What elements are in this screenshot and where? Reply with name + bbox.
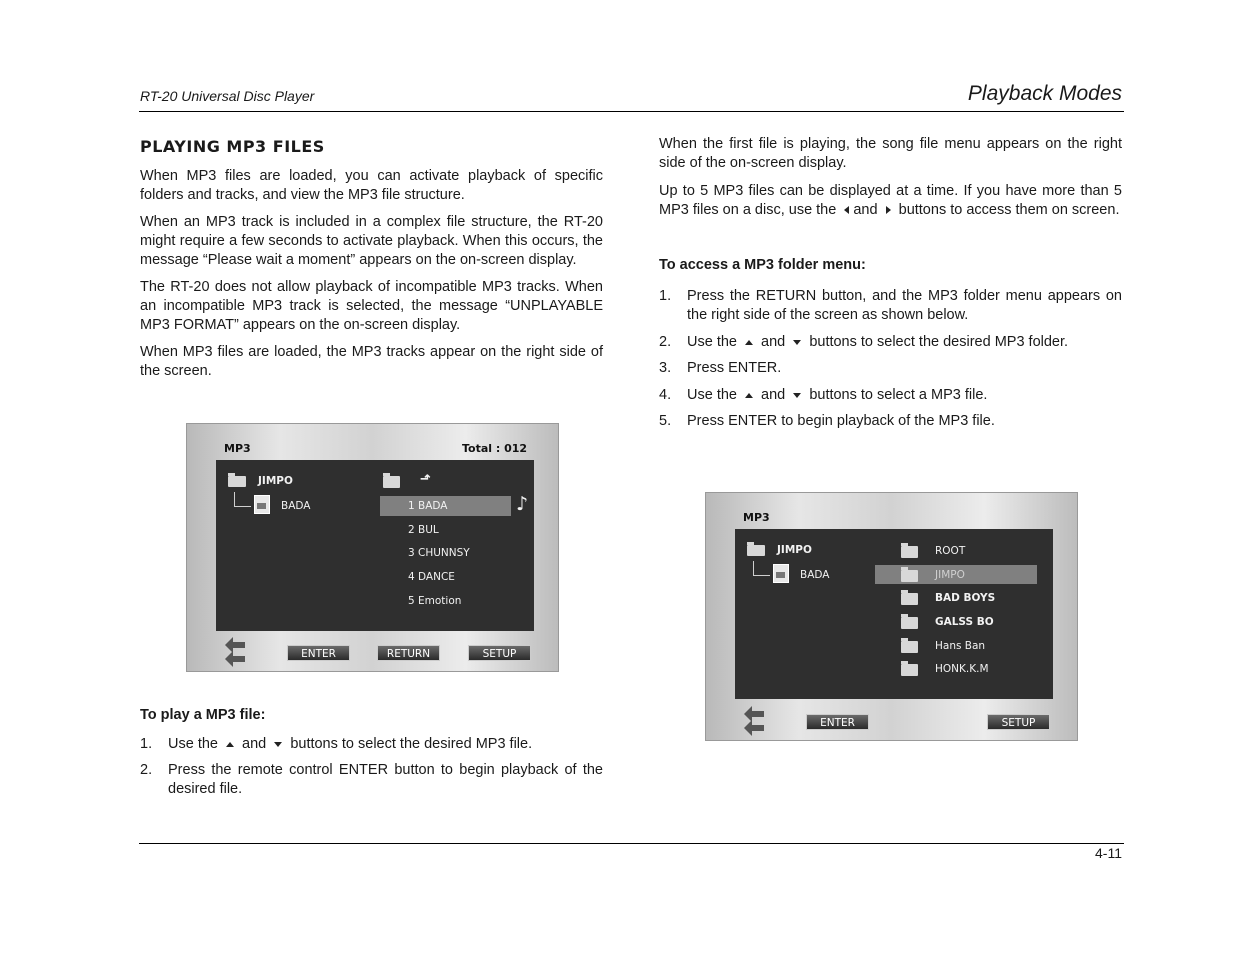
steps-list — [140, 735, 603, 799]
step-number: 1. — [140, 736, 153, 752]
header-rule — [139, 111, 1124, 112]
folder-item[interactable]: ROOT — [935, 545, 966, 557]
paragraph-text: and — [853, 202, 878, 218]
step-text: buttons to select the desired MP3 folder. — [809, 334, 1069, 350]
step-number: 1. — [659, 288, 672, 304]
step-text: Press the remote control ENTER button to begin playback of the desired file. — [168, 762, 603, 797]
step-item — [659, 412, 1122, 431]
footer-rule — [139, 843, 1124, 844]
folder-icon — [747, 545, 765, 556]
folder-item[interactable]: BAD BOYS — [935, 592, 996, 604]
folder-item[interactable]: HONK.K.M — [935, 663, 989, 675]
paragraph: When MP3 files are loaded, the MP3 tracks appear on the right side of the screen. — [140, 344, 603, 379]
osd-track-screen — [186, 423, 559, 672]
down-arrow-icon — [793, 393, 801, 398]
folder-icon — [228, 476, 246, 487]
paragraph: The RT-20 does not allow playback of incompatible MP3 tracks. When an incompatible MP3 track is selected, the message “UNPLAYABLE MP3 FORMAT” appears on the on-screen display. — [140, 279, 603, 333]
tree-line — [234, 492, 251, 507]
subheading: To play a MP3 file: — [140, 707, 266, 723]
folder-icon — [901, 664, 918, 676]
step-item — [140, 735, 603, 754]
track-item[interactable]: 3 CHUNNSY — [408, 547, 470, 559]
nav-arrows-icon — [223, 637, 247, 667]
play-file-section — [140, 706, 603, 799]
step-number: 2. — [659, 334, 672, 350]
osd-panel — [735, 529, 1053, 699]
step-number: 3. — [659, 360, 672, 376]
folder-icon — [383, 476, 400, 488]
return-button[interactable]: RETURN — [377, 645, 440, 661]
step-item — [140, 761, 603, 799]
folder-item[interactable]: GALSS BO — [935, 616, 994, 628]
osd-folder-screen — [705, 492, 1078, 741]
step-text: Use the — [687, 387, 737, 403]
setup-button[interactable]: SETUP — [987, 714, 1050, 730]
step-text: Press the RETURN button, and the MP3 folder menu appears on the right side of the screen as shown below. — [687, 288, 1122, 323]
file-icon — [254, 495, 270, 514]
section-title: PLAYING MP3 FILES — [140, 137, 325, 156]
folder-icon — [901, 546, 918, 558]
osd-total: Total : 012 — [462, 442, 528, 455]
osd-folder-name: JIMPO — [777, 544, 812, 556]
up-arrow-icon — [745, 393, 753, 398]
enter-button[interactable]: ENTER — [806, 714, 869, 730]
subheading: To access a MP3 folder menu: — [659, 257, 866, 273]
track-item[interactable]: 4 DANCE — [408, 571, 455, 583]
step-text: Press ENTER. — [687, 360, 782, 376]
step-text: Use the — [687, 334, 737, 350]
left-column — [140, 137, 603, 381]
step-text: buttons to select the desired MP3 file. — [290, 736, 533, 752]
step-text: and — [242, 736, 267, 752]
step-item — [659, 333, 1122, 352]
paragraph: When MP3 files are loaded, you can activate playback of specific folders and tracks, and view the MP3 file structure. — [140, 168, 603, 203]
track-item[interactable]: 1 BADA — [408, 500, 448, 512]
running-header-left: RT-20 Universal Disc Player — [140, 88, 315, 104]
paragraph: When the first file is playing, the song file menu appears on the right side of the on-screen display. — [659, 136, 1122, 171]
folder-icon — [901, 617, 918, 629]
paragraph — [659, 182, 1122, 220]
steps-list — [659, 287, 1122, 431]
down-arrow-icon — [793, 340, 801, 345]
file-icon — [773, 564, 789, 583]
step-item — [659, 287, 1122, 325]
osd-file-name: BADA — [281, 500, 311, 512]
step-text: Press ENTER to begin playback of the MP3 file. — [687, 413, 995, 429]
folder-item[interactable]: Hans Ban — [935, 640, 986, 652]
folder-icon — [901, 641, 918, 653]
folder-icon — [901, 570, 918, 582]
down-arrow-icon — [274, 742, 282, 747]
step-number: 5. — [659, 413, 672, 429]
osd-folder-name: JIMPO — [258, 475, 293, 487]
step-item — [659, 359, 1122, 378]
paragraph: When an MP3 track is included in a complex file structure, the RT-20 might require a few seconds to activate playback. When this occurs, the message “Please wait a moment” appears on the on-screen display. — [140, 214, 603, 268]
osd-panel — [216, 460, 534, 631]
track-item[interactable]: 2 BUL — [408, 524, 439, 536]
step-text: Use the — [168, 736, 218, 752]
osd-file-name: BADA — [800, 569, 830, 581]
music-note-icon: ♪ — [516, 493, 529, 515]
right-arrow-icon — [886, 206, 891, 214]
up-arrow-icon: ⬏ — [420, 472, 431, 487]
step-number: 4. — [659, 387, 672, 403]
up-arrow-icon — [745, 340, 753, 345]
right-column — [659, 135, 1122, 431]
setup-button[interactable]: SETUP — [468, 645, 531, 661]
step-item — [659, 386, 1122, 405]
paragraph-text: buttons to access them on screen. — [898, 202, 1120, 218]
left-arrow-icon — [844, 206, 849, 214]
page-number: 4-11 — [1095, 845, 1122, 861]
track-item[interactable]: 5 Emotion — [408, 595, 462, 607]
osd-label: MP3 — [224, 442, 251, 455]
section-header: Playback Modes — [967, 82, 1122, 105]
step-text: buttons to select a MP3 file. — [809, 387, 988, 403]
folder-item[interactable]: JIMPO — [935, 569, 965, 581]
folder-icon — [901, 593, 918, 605]
enter-button[interactable]: ENTER — [287, 645, 350, 661]
step-number: 2. — [140, 762, 153, 778]
step-text: and — [761, 387, 786, 403]
tree-line — [753, 561, 770, 576]
osd-label: MP3 — [743, 511, 770, 524]
up-arrow-icon — [226, 742, 234, 747]
step-text: and — [761, 334, 786, 350]
paragraph-text: Up to 5 MP3 files can be displayed at a time. If you have more than 5 MP3 files on a disc, use the — [659, 183, 1122, 218]
nav-arrows-icon — [742, 706, 766, 736]
